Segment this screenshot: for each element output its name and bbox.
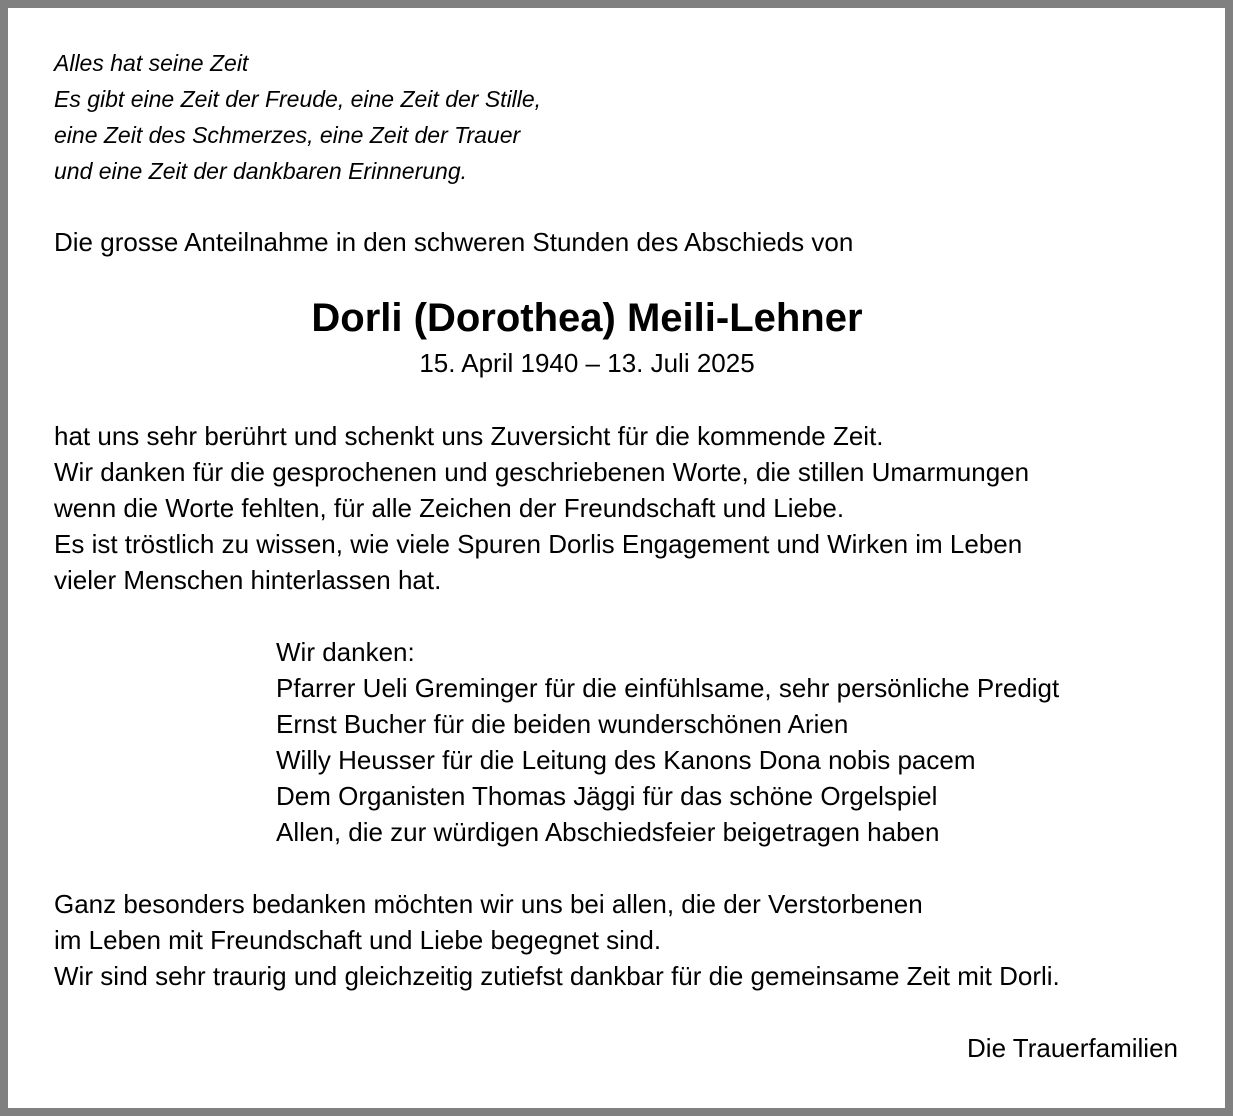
closing-line: im Leben mit Freundschaft und Liebe begegnet sind. xyxy=(54,925,662,955)
deceased-name: Dorli (Dorothea) Meili-Lehner xyxy=(311,296,863,340)
poem-line: Alles hat seine Zeit xyxy=(54,50,249,76)
signature: Die Trauerfamilien xyxy=(967,1033,1178,1063)
message-line: hat uns sehr berührt und schenkt uns Zuversicht für die kommende Zeit. xyxy=(54,421,884,451)
thanks-item: Allen, die zur würdigen Abschiedsfeier beigetragen haben xyxy=(276,817,940,847)
thanks-item: Dem Organisten Thomas Jäggi für das schöne Orgelspiel xyxy=(276,781,938,811)
thanks-item: Ernst Bucher für die beiden wunderschönen Arien xyxy=(276,709,849,739)
thanks-item: Willy Heusser für die Leitung des Kanons Dona nobis pacem xyxy=(276,745,976,775)
intro-text: Die grosse Anteilnahme in den schweren Stunden des Abschieds von xyxy=(54,227,854,257)
thanks-item: Pfarrer Ueli Greminger für die einfühlsame, sehr persönliche Predigt xyxy=(276,673,1060,703)
message-line: Wir danken für die gesprochenen und geschriebenen Worte, die stillen Umarmungen xyxy=(54,457,1030,487)
closing-line: Ganz besonders bedanken möchten wir uns bei allen, die der Verstorbenen xyxy=(54,889,923,919)
thanks-heading: Wir danken: xyxy=(276,637,415,667)
message-line: wenn die Worte fehlten, für alle Zeichen der Freundschaft und Liebe. xyxy=(54,493,845,523)
closing-line: Wir sind sehr traurig und gleichzeitig zutiefst dankbar für die gemeinsame Zeit mit Dorli. xyxy=(54,961,1060,991)
message-line: vieler Menschen hinterlassen hat. xyxy=(54,565,442,595)
poem-line: Es gibt eine Zeit der Freude, eine Zeit der Stille, xyxy=(54,86,542,112)
poem-line: und eine Zeit der dankbaren Erinnerung. xyxy=(54,158,468,184)
life-dates: 15. April 1940 – 13. Juli 2025 xyxy=(419,348,755,378)
message-line: Es ist tröstlich zu wissen, wie viele Spuren Dorlis Engagement und Wirken im Leben xyxy=(54,529,1023,559)
poem-line: eine Zeit des Schmerzes, eine Zeit der Trauer xyxy=(54,122,521,148)
